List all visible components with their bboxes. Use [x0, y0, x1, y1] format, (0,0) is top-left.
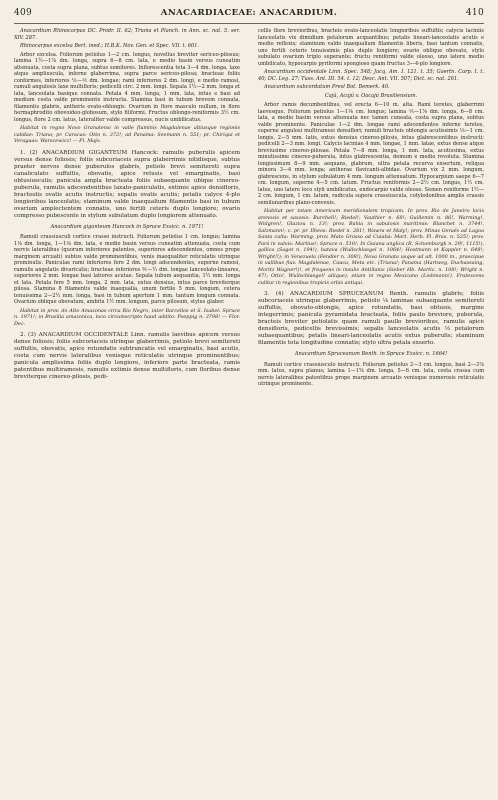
species-citation: Anacardium Spruceanum Benth. in Spruce Exsicc. n. 1664!	[294, 351, 448, 357]
right-column	[258, 28, 484, 792]
description-paragraph: Ramuli crassiusculi cortice crasso instructi. Foliorum petiolus 1 cm. longus; lamina 1⅛ dm. longa, 1—1⅛ dm. lata, e medio basin versus cuneatim attenuata, costa cum nervis lateralibus (quorum inferiores patentes, superiores adscendentes, omnes prope marginem arcuati) subtus valde prominentibus, venis inaequaliter reticulatis utrinque prominulis. Paniculae rami inferiores fere 2 dm. longi adscendentes, superne ramosi, ramulis angulatis divaricatis; bracteae inferiores ⅖—½ dm. longae lanceolato-lineares, superiores 2 mm. longae basi latiores acutae. Sepala tubum aequantia, 1½ mm. longa et lata. Petala fere 5 mm. longa, 2 mm. lata, extus densius, intus parce breviterque pilosa. Stamina 8 filamentis valde inaequalia, unum fertile 5 mm. longum, cetera tenuissima 2—2½ mm. longa, basi in tubum apertum 1 mm. tantum longum connata. Ovarium obliquе obovatum, ambitu 1½ mm. longum, parce pilosum, stylus glaber.	[14, 234, 240, 305]
header-rule	[14, 23, 484, 24]
page-number-right: 410	[465, 8, 484, 18]
habitat-text: Habitat in regno Novo Granatensi in valle fluminis Magdalenae altiusque regionis calidae: Triana; pr. Caracas: Otto n. 372!; ad Panama: Seemann n. 551; pr. Chiriqui et Veraguas: Warscewicz!	[14, 125, 240, 144]
left-column	[14, 28, 240, 792]
description-paragraph: Ramuli cortice crassiusculo instructi. Foliorum petiolus 2—3 cm. longus, basi 2—3⅞ mm. latus, supra planus; lamina 1—1⅝ dm. longa, 5—6 cm. lata, costa crassa cum nervis lateralibus patentibus prope marginem arcuatis venisque numerosis reticulatis utrinque prominentе.	[258, 361, 484, 387]
species-heading-spruceanum: 3. (4) ANACARDIUM SPRUCEANUM Benth. ramulis glabris; foliis subcoriaceis utrinque glaberrimis, petiolo ⅛ laminae subaequante semiteretі suffultis, obovato-oblongis, apice rotundatis, basi obtusis, margine integerrimis; panicula pyramidata bracteata, foliis paulo breviore, puberula, bracteis breviter petiolatis quam ramuli paullo brevioribus, ramulis apice densifloris, pedicellis brevissimis; sepalis lanceolatis acutis ⅓ petalorum subaequantibus; petalis lineari-lanceolatis acutis extus puberulis; staminum filamentis tota longitudine connatis; stylo ultra petala exserto.	[258, 291, 484, 346]
habitat-flowering: — Flor. Dec.	[14, 314, 240, 327]
habitat-flowering: — Fl. Majo.	[72, 138, 102, 144]
habitat-paragraph: Habitat per totam Americam meridionalem tropicam. In prov. Rio de Janeiro locis arenosis et saxosis: Burchell!; Riedel!; Vauthier n. 68!; Guillemin n. 86!, Warming!, Widgren!, Glaziou n. 13!; prov. Bahia in sabulosis maritimis: Blanchet n. 3744!, Salzmann!; c. pr. pr. Ilheos: Riedel n. 281!, Wawra et Maly!; prov. Minas Geraës ad Lagoa Santa culta: Warming; prov. Mato Grosso ad Cuiabá: Mart. Herb. Fl. Bras. n. 525!; prov. Pará in vulvis: Martius!; Spruce n. 510!; In Guiana anglica (R. Schomburgk n. 29!, 1115!), gallica (Sagot n. 194!), batava (Wullschlaegel n. 1064!; Hostmann et Kappler n. 648!; Wright!!); in Venezuela (Fendler n. 308!), Nova Granata usque ad alt. 1000 m., praecipue in vallibus fluv. Magdalenae, Cauca, Meta etc. (Triana!; Panama (Hartweg, Duchassaing, Moritz Wagner!)!, et frequens in insulis Antillanis (Sieber Hb. Martic. n. 108!; Wright n. 47!; Otto!, Wullschlaegel! aliique), etiam in regno Mexicano (Liebmann!). Frutescens culitur in regionibus tropicis orbis antiqui.	[258, 208, 484, 286]
habitat-paragraph	[14, 125, 240, 145]
description-paragraph: Arbor ramis decumbentibus, vel erecta 6—10 m. alta. Rami teretes, glaberrimi laevesque. Foliorum petiolus 1—1⅛ cm. longus; lamina ⅕—1⅞ dm. longa, 6—8 cm. lata, a medio basim versus attenuata nec tamen cuneata, costa supra plana, subtus valde prominente. Paniculae 1—2 dm. longae rami adscendentes inferne teretes, superne angulosi multiramosi densiflori; ramuli bracteis oblongis acutissimis ⅓—1 cm. longis, 2—5 mm. latis, extus densius cinereo-pilosis, intus glabrescentibus instructi; pedicelli 2—3 mm. longi. Calycis laciniae 4 mm. longae, 1 mm. latae, extus dense atque breviusime cinereo-pilosae. Petala 7—8 mm. longa, 1 mm. lata, acutissima, extus minutissime cinereo-puberula, intus glabrescentia, demum e medio revoluta. Stamina longissimum 8—9 mm. aequans, glabrum, ultra petala recurva exsertum, reliqua minora 3—4 mm. longa; antherae flavicanti-albidae. Ovarium vix 2 mm. longum, glabrescens, in stylum subulatum 4 mm. longum attenuatum. Hypocarpium saepe 6—7 cm. longum, superne 4—5 cm. latum. Fructus reniformis 2—2½ cm. longus, 1½ cm. latus, uno latere loco styli umbilicatus, endocarpio valde oleoso. Semen reniforme 1½—2 cm. longum, 1 cm. latum, radicula supera crassiusculа, cotyledonibus amplis crassis semilunaribus plano-convexis.	[258, 102, 484, 206]
synonym-citation: Anacardium Rhinocarpus DC. Prodr. II. 62; Triana et Planch. in Ann. sc. nat. 5. ser. XIV. 287.	[14, 28, 240, 41]
running-title: ANACARDIACEAE: ANACARDIUM.	[160, 8, 338, 18]
running-header	[14, 8, 484, 22]
page	[14, 8, 484, 792]
habitat-text: Habitat in prov. do Alto Amazonas circa Rio Negro, inter Barcellos et S. Isabel: Spruce n. 1971!; in Brasilia amazonica, loco circumscripto haud addito: Poeppig n. 3798!	[14, 307, 240, 320]
habitat-paragraph	[14, 308, 240, 328]
species-heading-occidentale: 2. (3) ANACARDIUM OCCIDENTALE Linn. ramulis laevibus apicem versus dense foliosis; foliis subcoriaceis utrinque glaberrimis, petiolo brevi semiteretі suffultis, obovatis, apice rotundatis subtruncatis vel emarginatis, basi acutis, costa cum nervis lateralibus venisque reticulatis utrinque prominentibus; panicula amplissima foliis duplo longiore, inferiore parte bracteata, ramis patentibus multiramosis, ramulis extimis dense multifloris, cum floribus dense breviterque cinereo-pilosis, pedi-	[14, 332, 240, 380]
species-citation: Anacardium giganteum Hancock in Spruce Exsicc. n. 1971!	[50, 223, 204, 230]
vernacular-names: Cajú, Acajú v. Oacajú Brasiliensium.	[324, 92, 418, 99]
species-citation: Anacardium occidentale Linn. Spec. 548; Jacq. Am. I. 121. t. 35; Gaertn. Carp. I. t. 40; DC. Leg. 27; Tuss. Ant. III. 54. t. 12; Desc. Ant. VII. 507; Dict. sc. nat. 261.	[258, 69, 484, 82]
synonym-citation: Rhinocarpus excelsa Bert. ined.; H.B.K. Nov. Gen. et Spec. VII. t. 601.	[20, 43, 200, 49]
description-paragraph: Arbor excelsa. Foliorum petiolus 1—2 cm. longus, novellus breviter sericeo-pilosus; lamina 1½—1⅞ dm. longa, supra 6—8 cm. lata, e medio basin versus cuneatim attenuata, costa supra plana, subtus semiteres. Inflorescentia tota 3—4 dm. longa, laxe atque ampliusculа, inferne glaberrima, supra parce sericeo-pilosa; bracteae foliis conformes, inferiores ⅙—⅕ dm. longae; rami inferiores 2 dm. longi, e medio ramosi, ramuli angulosis laxe multifloris; pedicelli circ. 2 mm. longi. Sepala 1½—2 mm. longa et lata, lanceolata basique connata. Petala 4 mm. longa, 1 mm. lata, intus e basi ad medium costa valde prominente instructa. Stamina basi in tubum brevem connata, filamentis glabris, antheris ovato-oblongis. Ovarium in flore masculo nullum, in flore hermaphrodito obovoideo-globosum, stylo filiformi. Fructus oblongo-reniformis 3½ cm. longus, flore 2 cm. latus, lateraliter valde compressus, nucis umbilicatus.	[14, 51, 240, 123]
page-number-left: 409	[14, 8, 33, 18]
description-continuation: cellis flore brevioribus, bracteis ovato-lanceolatis longioribus suffultis; calycis laciniis lanceolatis vix dimidium petalorum acquantibus; petalis lineari-lanceolatis acutis e medio reflexis; staminum valde inaequalium filamentis liberis, basi tantum connatis, uno fertili ceteris tenuissimis plus duplo longiore; ovario oblique obovato, stylo subulato ovarium triplo superante; fructu reniformi valde oleoso, uno latere medio umbilicato, hypocarpio pyriformi spongioso quam fructus 3—4-plo longiore.	[258, 28, 484, 67]
species-heading-giganteum: 1. (2) ANACARDIUM GIGANTEUM Hancock: ramulis puberulis apicem versus densе foliosis; foliis subcoriaceis supra glaberrimis nitidisque, subtus praeter nervos dense puberulos glabris, petiolo brevi semiteretі supra canaliculato suffultis, obovatis, apice retusis vel emarginatis, basi obtusiusculis; panicula ampla bracteata foliis subaequante ubique cinereo-puberula, ramulis adscendentibus laxato-paniculatis, extimis apice densifloris, bracteolis ovatis acutis instructis; sepalis ovatis acutis; petalis calyce 4-plo longioribus lanceolatis; staminum valde inaequalium filamentis basi in tubum ovarium amplectentem connatis, uno fertili ceteris duplo longiore; ovario compresso pubescente in stylum subulatum duplo longiorem attenuato.	[14, 149, 240, 219]
synonym-citation: Anacardium subcordatum Presl Bot. Bemerk. 40.	[264, 84, 390, 90]
text-columns	[14, 28, 484, 792]
